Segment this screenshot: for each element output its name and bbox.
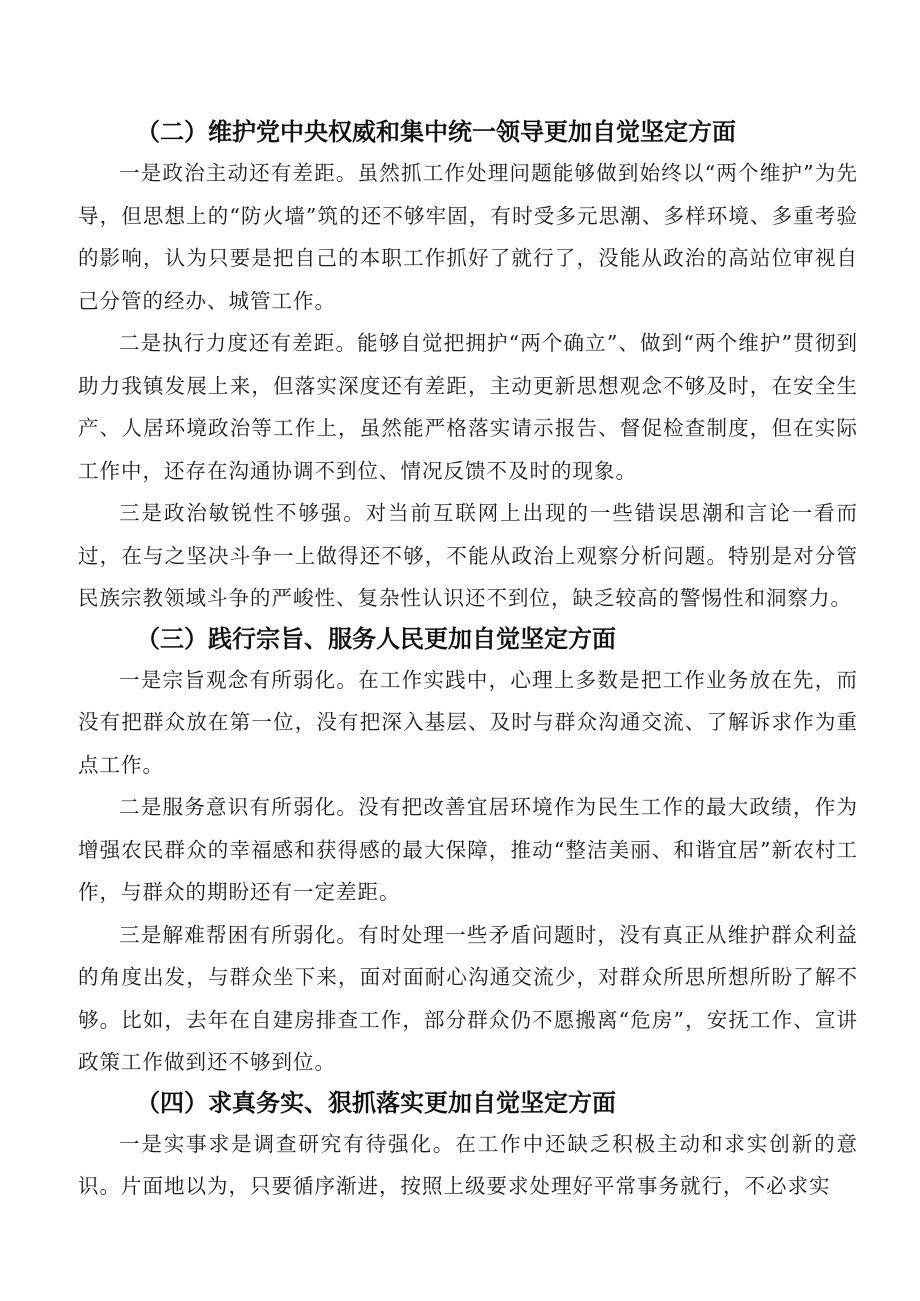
section-2-paragraph-3: 三是政治敏锐性不够强。对当前互联网上出现的一些错误思潮和言论一看而过，在与之坚决斗争一上做得还不够，不能从政治上观察分析问题。特别是对分管民族宗教领域斗争的严峻性、复杂性认识还不到位，缺乏较高的警惕性和洞察力。 [78,501,858,610]
section-heading-3: （三）践行宗旨、服务人民更加自觉坚定方面 [136,624,616,653]
section-3-paragraph-3: 三是解难帮困有所弱化。有时处理一些矛盾问题时，没有真正从维护群众利益的角度出发，与群众坐下来，面对面耐心沟通交流少，对群众所思所想所盼了解不够。比如，去年在自建房排查工作，部分群众仍不愿搬离“危房”，安抚工作、宣讲政策工作做到还不够到位。 [78,922,858,1074]
section-3-paragraph-1: 一是宗旨观念有所弱化。在工作实践中，心理上多数是把工作业务放在先，而没有把群众放在第一位，没有把深入基层、及时与群众沟通交流、了解诉求作为重点工作。 [78,667,858,777]
section-heading-2: （二）维护党中央权威和集中统一领导更加自觉坚定方面 [136,118,736,146]
section-2-paragraph-2: 二是执行力度还有差距。能够自觉把拥护“两个确立”、做到“两个维护”贯彻到助力我镇发展上来，但落实深度还有差距，主动更新思想观念不够及时，在安全生产、人居环境政治等工作上，虽然能严格落实请示报告、督促检查制度，但在实际工作中，还存在沟通协调不到位、情况反馈不及时的现象。 [78,331,858,483]
section-heading-4: （四）求真务实、狠抓落实更加自觉坚定方面 [136,1088,616,1117]
section-3-paragraph-2: 二是服务意识有所弱化。没有把改善宜居环境作为民生工作的最大政绩，作为增强农民群众的幸福感和获得感的最大保障，推动“整洁美丽、和谐宜居”新农村工作，与群众的期盼还有一定差距。 [78,795,858,904]
section-2-paragraph-1: 一是政治主动还有差距。虽然抓工作处理问题能够做到始终以“两个维护”为先导，但思想上的“防火墙”筑的还不够牢固，有时受多元思潮、多样环境、多重考验的影响，认为只要是把自己的本职工作抓好了就行了，没能从政治的高站位审视自己分管的经办、城管工作。 [78,161,858,313]
document-body [78,112,858,1208]
section-4-paragraph-1: 一是实事求是调查研究有待强化。在工作中还缺乏积极主动和求实创新的意识。片面地以为，只要循序渐进，按照上级要求处理好平常事务就行，不必求实 [78,1131,858,1198]
